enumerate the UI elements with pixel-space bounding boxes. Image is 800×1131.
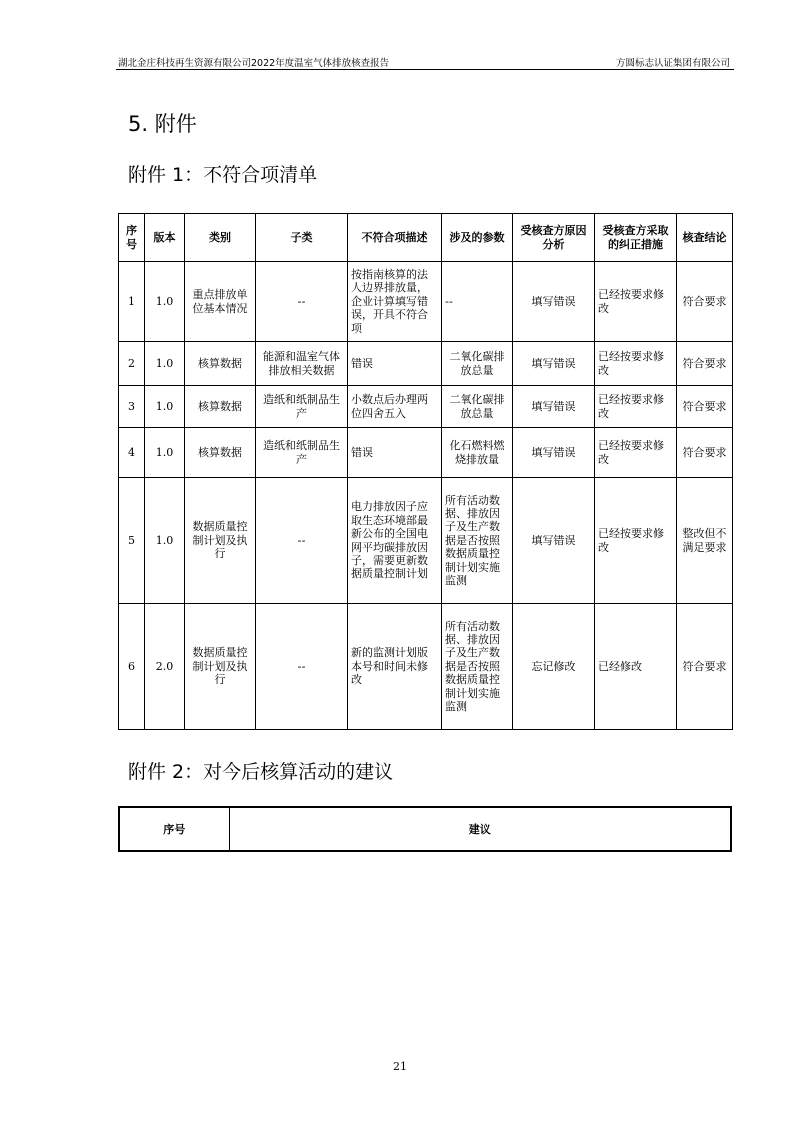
cell-category: 数据质量控制计划及执行 bbox=[185, 604, 256, 730]
cell-index: 6 bbox=[119, 604, 145, 730]
cell-version: 1.0 bbox=[145, 342, 185, 386]
cell-index: 4 bbox=[119, 428, 145, 478]
cell-subcategory: 造纸和纸制品生产 bbox=[256, 428, 348, 478]
cell-correction: 已经按要求修改 bbox=[595, 428, 677, 478]
cell-cause: 填写错误 bbox=[513, 342, 595, 386]
cell-version: 1.0 bbox=[145, 386, 185, 428]
col-header-conclusion: 核查结论 bbox=[677, 214, 733, 262]
cell-cause: 忘记修改 bbox=[513, 604, 595, 730]
cell-index: 3 bbox=[119, 386, 145, 428]
col-header-index: 序号 bbox=[119, 214, 145, 262]
col-header-index: 序号 bbox=[119, 807, 229, 851]
section-title: 5. 附件 bbox=[128, 112, 197, 136]
cell-cause: 填写错误 bbox=[513, 428, 595, 478]
cell-correction: 已经按要求修改 bbox=[595, 478, 677, 604]
cell-correction: 已经按要求修改 bbox=[595, 262, 677, 342]
cell-conclusion: 符合要求 bbox=[677, 604, 733, 730]
col-header-subcategory: 子类 bbox=[256, 214, 348, 262]
page-number: 21 bbox=[393, 1060, 407, 1073]
col-header-suggestion: 建议 bbox=[229, 807, 731, 851]
cell-description: 小数点后办理两位四舍五入 bbox=[348, 386, 442, 428]
cell-version: 1.0 bbox=[145, 262, 185, 342]
table-row bbox=[119, 478, 733, 604]
cell-version: 2.0 bbox=[145, 604, 185, 730]
cell-category: 数据质量控制计划及执行 bbox=[185, 478, 256, 604]
col-header-description: 不符合项描述 bbox=[348, 214, 442, 262]
cell-index: 1 bbox=[119, 262, 145, 342]
col-header-category: 类别 bbox=[185, 214, 256, 262]
cell-conclusion: 符合要求 bbox=[677, 342, 733, 386]
cell-parameters: 化石燃料燃烧排放量 bbox=[442, 428, 513, 478]
table-row bbox=[119, 604, 733, 730]
table-header-row bbox=[119, 214, 733, 262]
cell-cause: 填写错误 bbox=[513, 386, 595, 428]
attachment2-title: 附件 2：对今后核算活动的建议 bbox=[128, 761, 394, 783]
col-header-cause: 受核查方原因分析 bbox=[513, 214, 595, 262]
cell-cause: 填写错误 bbox=[513, 262, 595, 342]
cell-index: 5 bbox=[119, 478, 145, 604]
header-divider bbox=[116, 69, 734, 70]
table-row bbox=[119, 428, 733, 478]
table-row bbox=[119, 386, 733, 428]
suggestion-table bbox=[118, 806, 732, 852]
cell-subcategory: -- bbox=[256, 604, 348, 730]
cell-parameters: 所有活动数据、排放因子及生产数据是否按照数据质量控制计划实施监测 bbox=[442, 478, 513, 604]
attachment1-title: 附件 1：不符合项清单 bbox=[128, 164, 318, 186]
cell-category: 核算数据 bbox=[185, 342, 256, 386]
cell-description: 错误 bbox=[348, 428, 442, 478]
cell-subcategory: 造纸和纸制品生产 bbox=[256, 386, 348, 428]
cell-conclusion: 符合要求 bbox=[677, 262, 733, 342]
cell-parameters: 二氧化碳排放总量 bbox=[442, 342, 513, 386]
cell-version: 1.0 bbox=[145, 478, 185, 604]
cell-parameters: 二氧化碳排放总量 bbox=[442, 386, 513, 428]
cell-conclusion: 符合要求 bbox=[677, 386, 733, 428]
cell-parameters: -- bbox=[442, 262, 513, 342]
cell-category: 核算数据 bbox=[185, 386, 256, 428]
cell-description: 错误 bbox=[348, 342, 442, 386]
nonconformity-table bbox=[118, 213, 733, 730]
cell-description: 新的监测计划版本号和时间未修改 bbox=[348, 604, 442, 730]
cell-subcategory: -- bbox=[256, 262, 348, 342]
cell-index: 2 bbox=[119, 342, 145, 386]
cell-conclusion: 整改但不满足要求 bbox=[677, 478, 733, 604]
cell-cause: 填写错误 bbox=[513, 478, 595, 604]
col-header-version: 版本 bbox=[145, 214, 185, 262]
col-header-parameters: 涉及的参数 bbox=[442, 214, 513, 262]
cell-description: 电力排放因子应取生态环境部最新公布的全国电网平均碳排放因子，需要更新数据质量控制计划 bbox=[348, 478, 442, 604]
cell-correction: 已经按要求修改 bbox=[595, 342, 677, 386]
cell-category: 重点排放单位基本情况 bbox=[185, 262, 256, 342]
cell-version: 1.0 bbox=[145, 428, 185, 478]
table-header-row bbox=[119, 807, 731, 851]
cell-parameters: 所有活动数据、排放因子及生产数据是否按照数据质量控制计划实施监测 bbox=[442, 604, 513, 730]
col-header-correction: 受核查方采取的纠正措施 bbox=[595, 214, 677, 262]
cell-conclusion: 符合要求 bbox=[677, 428, 733, 478]
running-header-right: 方圆标志认证集团有限公司 bbox=[615, 58, 730, 69]
cell-correction: 已经按要求修改 bbox=[595, 386, 677, 428]
table-row bbox=[119, 342, 733, 386]
cell-subcategory: -- bbox=[256, 478, 348, 604]
cell-description: 按指南核算的法人边界排放量，企业计算填写错误，开具不符合项 bbox=[348, 262, 442, 342]
cell-correction: 已经修改 bbox=[595, 604, 677, 730]
table-row bbox=[119, 262, 733, 342]
cell-subcategory: 能源和温室气体排放相关数据 bbox=[256, 342, 348, 386]
cell-category: 核算数据 bbox=[185, 428, 256, 478]
running-header-left: 湖北金庄科技再生资源有限公司2022年度温室气体排放核查报告 bbox=[118, 58, 390, 69]
